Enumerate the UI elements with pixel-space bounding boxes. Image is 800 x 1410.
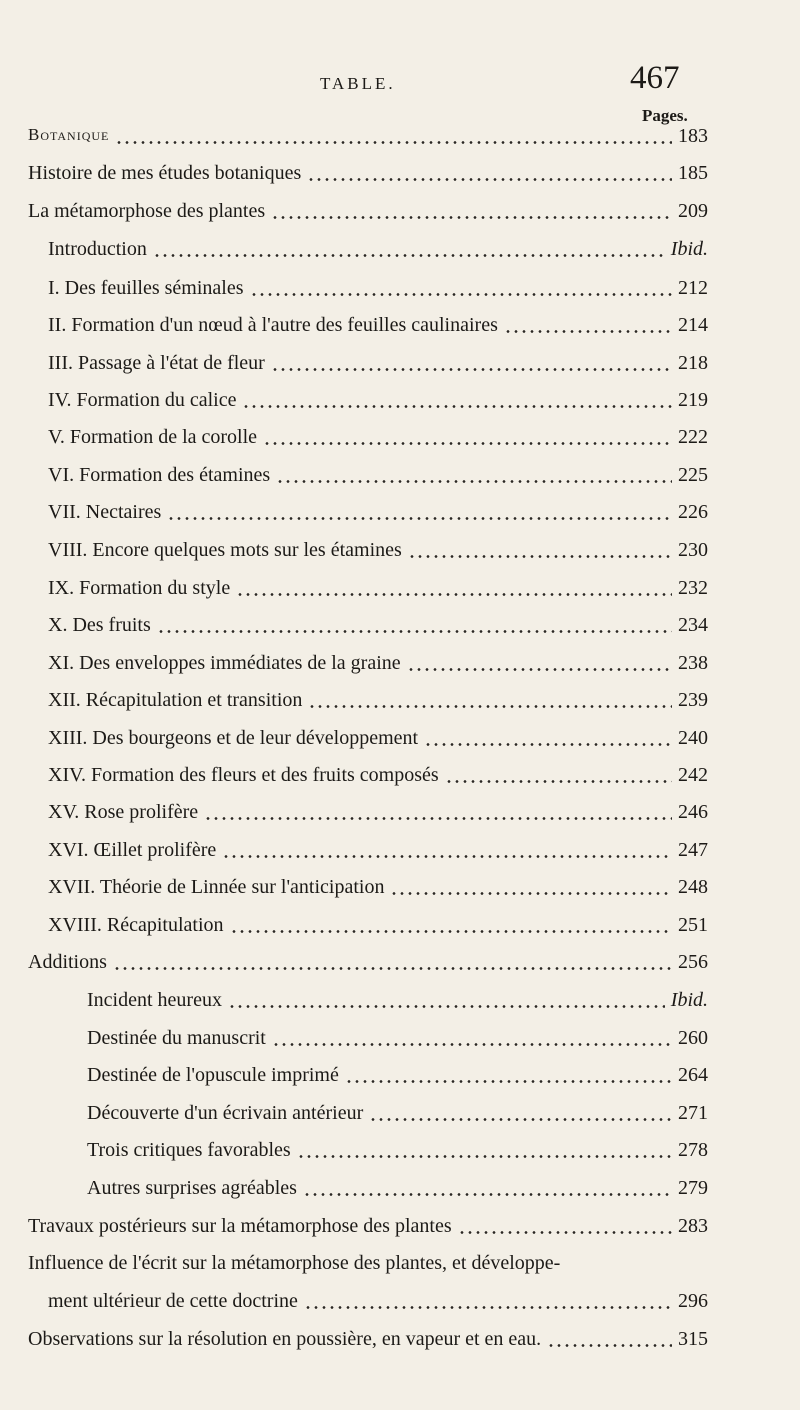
toc-entry: [0, 764, 800, 798]
toc-entry-title: IV. Formation du calice: [48, 389, 237, 411]
toc-entry: [0, 426, 800, 460]
toc-entry-title: I. Des feuilles séminales: [48, 277, 244, 299]
dot-leader: [113, 967, 672, 970]
toc-entry-title: Botanique: [28, 125, 110, 144]
toc-entry-page: 226: [678, 501, 708, 523]
toc-entry-title: XVI. Œillet prolifère: [48, 839, 217, 861]
dot-leader: [153, 254, 665, 257]
toc-entry-title: Destinée du manuscrit: [87, 1027, 266, 1049]
toc-entry: [0, 1027, 800, 1061]
toc-entry-title: La métamorphose des plantes: [28, 200, 266, 222]
toc-entry-title: XVIII. Récapitulation: [48, 914, 224, 936]
toc-entry: [0, 389, 800, 423]
toc-entry-page: 251: [678, 914, 708, 936]
toc-entry-title: Additions: [28, 951, 107, 973]
toc-entry-page: 218: [678, 352, 708, 374]
toc-entry: [0, 352, 800, 386]
toc-entry: [0, 951, 800, 985]
toc-entry-title: Travaux postérieurs sur la métamorphose des plantes: [28, 1215, 452, 1237]
dot-leader: [236, 593, 672, 596]
toc-entry-page: 260: [678, 1027, 708, 1049]
dot-leader: [407, 668, 672, 671]
toc-entry-page: 212: [678, 277, 708, 299]
toc-entry-page: 230: [678, 539, 708, 561]
dot-leader: [250, 293, 673, 296]
toc-entry-page: 279: [678, 1177, 708, 1199]
toc-entry-page: 238: [678, 652, 708, 674]
toc-entry: [0, 989, 800, 1023]
toc-entry: [0, 125, 800, 159]
toc-entry: [0, 1177, 800, 1211]
toc-entry-title: XIII. Des bourgeons et de leur développement: [48, 727, 419, 749]
dot-leader: [276, 480, 672, 483]
toc-entry-title: III. Passage à l'état de fleur: [48, 352, 265, 374]
toc-entry-page: 264: [678, 1064, 708, 1086]
toc-entry: [0, 162, 800, 196]
dot-leader: [271, 368, 672, 371]
toc-entry: [0, 1139, 800, 1173]
dot-leader: [504, 330, 672, 333]
toc-entry: [0, 727, 800, 761]
toc-entry-page: 248: [678, 876, 708, 898]
toc-entry: [0, 200, 800, 234]
toc-entry: [0, 314, 800, 348]
toc-entry: [0, 652, 800, 686]
toc-entry-title: Influence de l'écrit sur la métamorphose des plantes, et développe-: [28, 1252, 561, 1274]
toc-entry-page: 225: [678, 464, 708, 486]
toc-entry: [0, 1290, 800, 1324]
toc-entry-page: 315: [678, 1328, 708, 1350]
toc-entry-page: 185: [678, 162, 708, 184]
toc-entry-page: 271: [678, 1102, 708, 1124]
toc-entry-title: VIII. Encore quelques mots sur les étamines: [48, 539, 402, 561]
dot-leader: [345, 1080, 672, 1083]
toc-entry-page: Ibid.: [670, 238, 708, 260]
toc-entry: [0, 1064, 800, 1098]
dot-leader: [408, 555, 672, 558]
toc-entry-page: 247: [678, 839, 708, 861]
toc-entry: [0, 539, 800, 573]
toc-entry: [0, 801, 800, 835]
toc-entry: [0, 1215, 800, 1249]
toc-entry: [0, 238, 800, 272]
toc-entry-title: VI. Formation des étamines: [48, 464, 271, 486]
dot-leader: [272, 1043, 672, 1046]
toc-entry-title: VII. Nectaires: [48, 501, 162, 523]
toc-entry: [0, 839, 800, 873]
toc-entry-title: XIV. Formation des fleurs et des fruits composés: [48, 764, 439, 786]
dot-leader: [228, 1005, 665, 1008]
dot-leader: [424, 743, 672, 746]
toc-entry-page: 209: [678, 200, 708, 222]
dot-leader: [242, 405, 672, 408]
toc-entry: [0, 614, 800, 648]
dot-leader: [445, 780, 672, 783]
toc-entry-title: Trois critiques favorables: [87, 1139, 291, 1161]
running-head: [0, 60, 800, 100]
toc-entry: [0, 277, 800, 311]
pages-column-label: Pages.: [642, 106, 688, 125]
dot-leader: [390, 892, 672, 895]
toc-entry-page: 242: [678, 764, 708, 786]
toc-entry: [0, 914, 800, 948]
toc-entry: [0, 876, 800, 910]
toc-entry-page: 183: [678, 125, 708, 147]
toc-entry-page: 246: [678, 801, 708, 823]
dot-leader: [167, 517, 672, 520]
dot-leader: [458, 1231, 672, 1234]
toc-entry-page: 278: [678, 1139, 708, 1161]
toc-entry-title: ment ultérieur de cette doctrine: [48, 1290, 298, 1312]
dot-leader: [271, 216, 672, 219]
dot-leader: [230, 930, 673, 933]
toc-entry-title: XVII. Théorie de Linnée sur l'anticipation: [48, 876, 385, 898]
dot-leader: [222, 855, 672, 858]
toc-entry-page: 283: [678, 1215, 708, 1237]
toc-entry-title: Découverte d'un écrivain antérieur: [87, 1102, 364, 1124]
toc-entry-title: XI. Des enveloppes immédiates de la graine: [48, 652, 401, 674]
running-head-title: TABLE.: [320, 74, 396, 93]
dot-leader: [263, 442, 672, 445]
toc-entry-title: Histoire de mes études botaniques: [28, 162, 302, 184]
toc-entry: [0, 1252, 800, 1286]
dot-leader: [304, 1306, 672, 1309]
toc-entry-title: V. Formation de la corolle: [48, 426, 258, 448]
dot-leader: [303, 1193, 672, 1196]
dot-leader: [157, 630, 672, 633]
dot-leader: [297, 1155, 672, 1158]
dot-leader: [308, 705, 672, 708]
toc-entry-title: IX. Formation du style: [48, 577, 231, 599]
toc-entry-page: 234: [678, 614, 708, 636]
toc-entry-page: 219: [678, 389, 708, 411]
toc-entry: [0, 1328, 800, 1362]
dot-leader: [115, 141, 672, 144]
toc-entry-title: II. Formation d'un nœud à l'autre des feuilles caulinaires: [48, 314, 498, 336]
page-number: 467: [630, 60, 680, 96]
toc-entry-page: 296: [678, 1290, 708, 1312]
dot-leader: [547, 1344, 672, 1347]
toc-entry-title: XII. Récapitulation et transition: [48, 689, 303, 711]
toc-entry-page: 256: [678, 951, 708, 973]
toc-entry-title: Introduction: [48, 238, 147, 260]
toc-entry-title: X. Des fruits: [48, 614, 151, 636]
toc-entry-page: 222: [678, 426, 708, 448]
toc-entry-title: XV. Rose prolifère: [48, 801, 199, 823]
toc-entry-title: Destinée de l'opuscule imprimé: [87, 1064, 339, 1086]
toc-entry: [0, 464, 800, 498]
toc-entry-page: Ibid.: [670, 989, 708, 1011]
dot-leader: [204, 817, 672, 820]
toc-entry-page: 240: [678, 727, 708, 749]
toc-entry: [0, 501, 800, 535]
toc-entry-title: Autres surprises agréables: [87, 1177, 297, 1199]
toc-entry-page: 214: [678, 314, 708, 336]
dot-leader: [307, 178, 672, 181]
toc-entry-page: 232: [678, 577, 708, 599]
toc-entry: [0, 689, 800, 723]
dot-leader: [369, 1118, 672, 1121]
toc-entry: [0, 1102, 800, 1136]
toc-entry-title: Incident heureux: [87, 989, 222, 1011]
toc-entry-page: 239: [678, 689, 708, 711]
toc-entry-title: Observations sur la résolution en poussière, en vapeur et en eau.: [28, 1328, 542, 1350]
toc-entry: [0, 577, 800, 611]
